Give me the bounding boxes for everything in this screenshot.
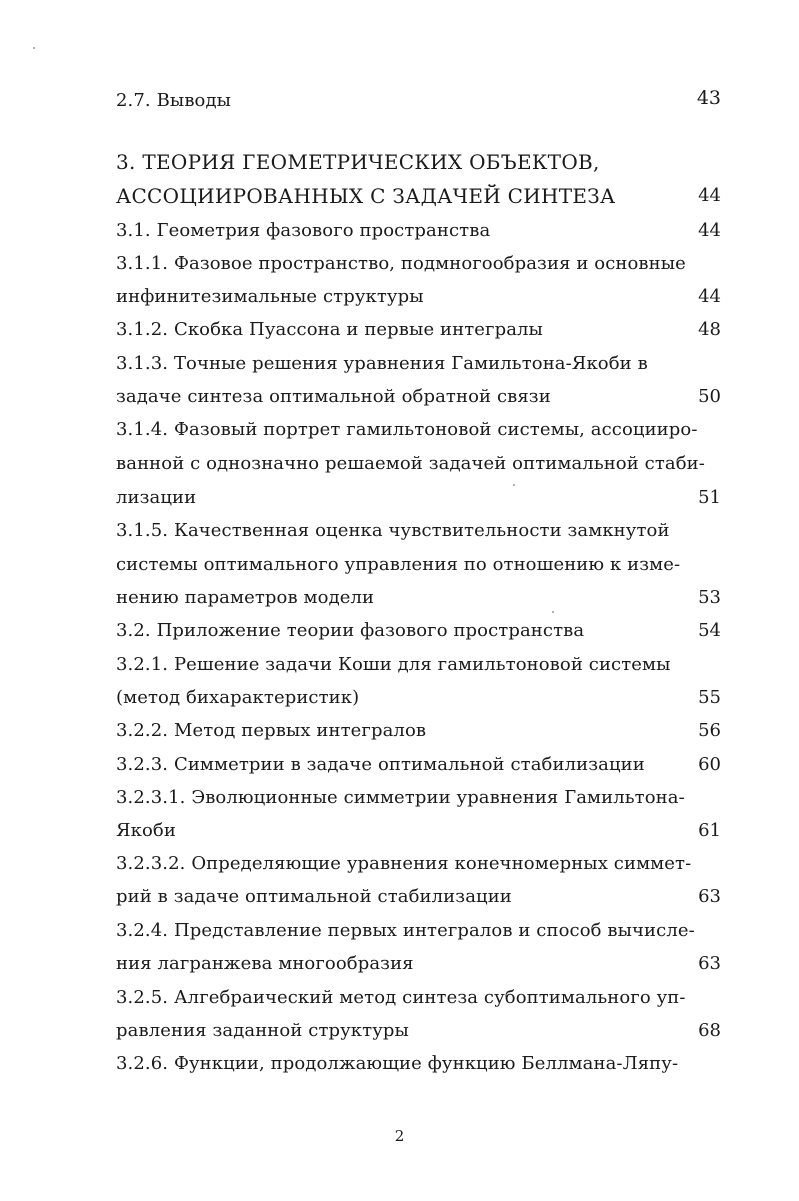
toc-entry-text: 3.1. Геометрия фазового пространства bbox=[116, 220, 491, 241]
toc-entry-text: 3.2.6. Функции, продолжающие функцию Беллмана-Ляпу- bbox=[116, 1053, 679, 1074]
toc-entry-page: 68 bbox=[698, 1020, 721, 1041]
toc-entry-page: 44 bbox=[698, 185, 721, 206]
toc-entry-text: 3.1.1. Фазовое пространство, подмногообразия и основные bbox=[116, 253, 686, 274]
toc-entry-text: инфинитезимальные структуры bbox=[116, 286, 424, 307]
toc-entry-text: рий в задаче оптимальной стабилизации bbox=[116, 886, 512, 907]
toc-entry-text: системы оптимального управления по отношению к изме- bbox=[116, 554, 681, 575]
toc-entry-page: 44 bbox=[698, 286, 721, 307]
toc-entry-text: задаче синтеза оптимальной обратной связи bbox=[116, 386, 551, 407]
scan-speck bbox=[513, 484, 515, 486]
toc-entry-page: 50 bbox=[698, 386, 721, 407]
toc-entry-page: 53 bbox=[698, 587, 721, 608]
toc-entry-text: 3.1.4. Фазовый портрет гамильтоновой системы, ассоцииро- bbox=[116, 419, 698, 440]
toc-entry-text: 3.1.2. Скобка Пуассона и первые интегралы bbox=[116, 319, 543, 340]
scan-speck bbox=[33, 47, 35, 49]
toc-entry-page: 63 bbox=[698, 886, 721, 907]
toc-entry-page: 56 bbox=[698, 720, 721, 741]
toc-entry-text: 3.2.1. Решение задачи Коши для гамильтоновой системы bbox=[116, 654, 671, 675]
toc-entry-text: (метод бихарактеристик) bbox=[116, 687, 360, 708]
toc-entry-text: 3.2.3. Симметрии в задаче оптимальной стабилизации bbox=[116, 754, 645, 775]
toc-entry-text: 3.2.3.1. Эволюционные симметрии уравнения Гамильтона- bbox=[116, 787, 685, 808]
toc-entry-text: Якоби bbox=[116, 820, 176, 841]
toc-entry-text: 3.2. Приложение теории фазового пространства bbox=[116, 620, 585, 641]
toc-entry-text: нению параметров модели bbox=[116, 587, 375, 608]
toc-entry-text: ния лагранжева многообразия bbox=[116, 953, 414, 974]
toc-entry-text: 3.2.2. Метод первых интегралов bbox=[116, 720, 427, 741]
toc-entry-page: 60 bbox=[698, 754, 721, 775]
toc-entry-page: 54 bbox=[698, 620, 721, 641]
toc-entry-text: лизации bbox=[116, 487, 197, 508]
toc-entry-text: 2.7. Выводы bbox=[116, 90, 232, 111]
toc-entry-text: 3.1.5. Качественная оценка чувствительности замкнутой bbox=[116, 520, 670, 541]
toc-entry-page: 63 bbox=[698, 953, 721, 974]
page-number: 2 bbox=[394, 1127, 405, 1145]
toc-entry-text: 3.2.3.2. Определяющие уравнения конечномерных симмет- bbox=[116, 853, 692, 874]
toc-entry-page: 48 bbox=[698, 319, 721, 340]
toc-entry-page: 44 bbox=[698, 220, 721, 241]
toc-entry-text: ванной с однозначно решаемой задачей оптимальной стаби- bbox=[116, 453, 705, 474]
toc-entry-page: 51 bbox=[698, 487, 721, 508]
toc-entry-text: 3.2.5. Алгебраический метод синтеза субоптимального уп- bbox=[116, 987, 686, 1008]
toc-entry-text: 3.2.4. Представление первых интегралов и способ вычисле- bbox=[116, 920, 695, 941]
toc-entry-text: 3.1.3. Точные решения уравнения Гамильтона-Якоби в bbox=[116, 353, 648, 374]
toc-entry-text: равления заданной структуры bbox=[116, 1020, 409, 1041]
toc-entry-page: 55 bbox=[698, 687, 721, 708]
chapter-heading-line: АССОЦИИРОВАННЫХ С ЗАДАЧЕЙ СИНТЕЗА bbox=[116, 184, 616, 208]
scan-speck bbox=[552, 611, 554, 613]
chapter-heading-line: 3. ТЕОРИЯ ГЕОМЕТРИЧЕСКИХ ОБЪЕКТОВ, bbox=[116, 150, 600, 174]
toc-entry-page: 43 bbox=[696, 87, 721, 109]
toc-entry-page: 61 bbox=[698, 820, 721, 841]
